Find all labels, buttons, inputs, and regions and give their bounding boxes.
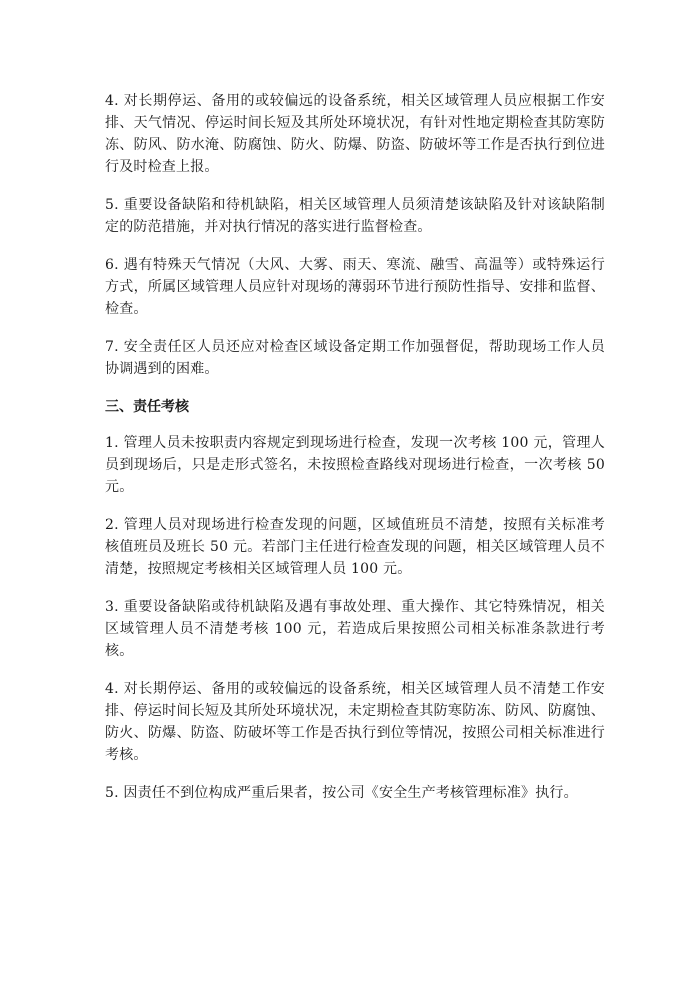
paragraph-item-4: 4. 对长期停运、备用的或较偏远的设备系统，相关区域管理人员应根据工作安排、天气情况、停运时间长短及其所处环境状况，有针对性地定期检查其防寒防冻、防风、防水淹、防腐蚀、防火、防爆、防盗、防破坏等工作是否执行到位进行及时检查上报。	[105, 93, 605, 175]
assessment-item-1: 1. 管理人员未按职责内容规定到现场进行检查，发现一次考核 100 元，管理人员到现场后，只是走形式签名，未按照检查路线对现场进行检查，一次考核 50 元。	[105, 435, 605, 495]
assessment-item-3: 3. 重要设备缺陷或待机缺陷及遇有事故处理、重大操作、其它特殊情况，相关区域管理人员不清楚考核 100 元，若造成后果按照公司相关标准条款进行考核。	[105, 599, 605, 659]
assessment-item-2: 2. 管理人员对现场进行检查发现的问题，区域值班员不清楚，按照有关标准考核值班员及班长 50 元。若部门主任进行检查发现的问题，相关区域管理人员不清楚，按照规定考核相关区域管理人员 100 元。	[105, 517, 605, 577]
paragraph-item-5: 5. 重要设备缺陷和待机缺陷，相关区域管理人员须清楚该缺陷及针对该缺陷制定的防范措施，并对执行情况的落实进行监督检查。	[105, 197, 605, 235]
assessment-item-4: 4. 对长期停运、备用的或较偏远的设备系统，相关区域管理人员不清楚工作安排、停运时间长短及其所处环境状况，未定期检查其防寒防冻、防风、防腐蚀、防火、防爆、防盗、防破坏等工作是否执行到位等情况，按照公司相关标准进行考核。	[105, 681, 605, 763]
assessment-item-5: 5. 因责任不到位构成严重后果者，按公司《安全生产考核管理标准》执行。	[105, 785, 578, 801]
document-body	[105, 90, 605, 820]
paragraph-item-7: 7. 安全责任区人员还应对检查区域设备定期工作加强督促，帮助现场工作人员协调遇到的困难。	[105, 339, 605, 377]
paragraph-item-6: 6. 遇有特殊天气情况（大风、大雾、雨天、寒流、融雪、高温等）或特殊运行方式，所属区域管理人员应针对现场的薄弱环节进行预防性指导、安排和监督、检查。	[105, 257, 605, 317]
section-heading-responsibility-assessment: 三、责任考核	[105, 399, 189, 415]
